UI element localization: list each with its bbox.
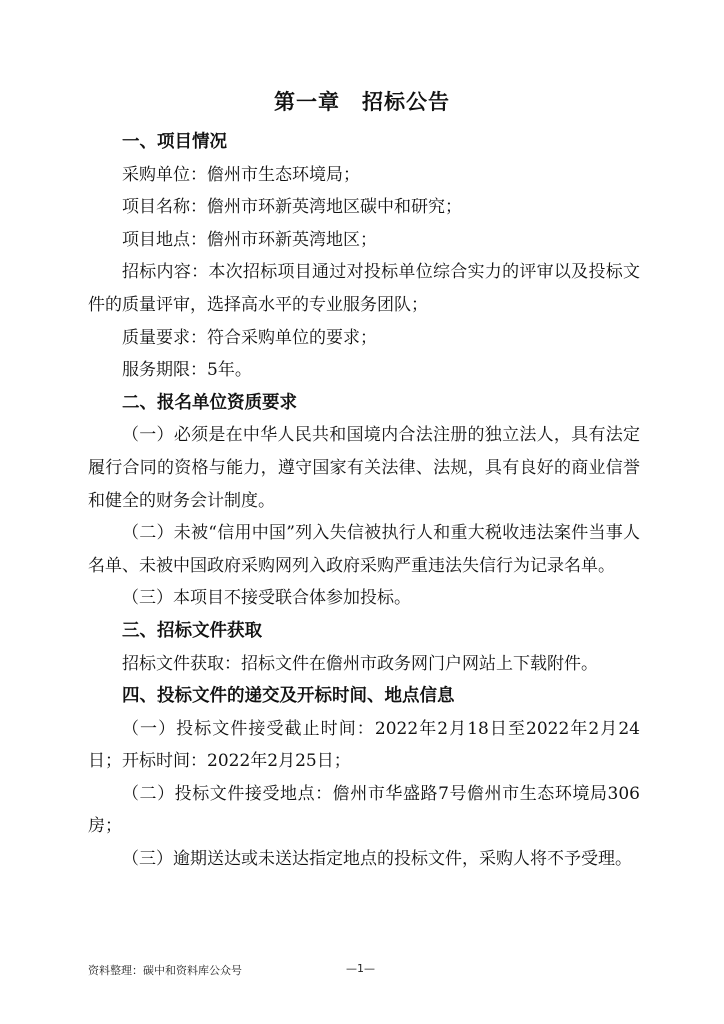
paragraph-purchaser: 采购单位：儋州市生态环境局； — [122, 164, 360, 185]
section-heading-submission-info: 四、投标文件的递交及开标时间、地点信息 — [122, 686, 455, 707]
paragraph-project-location: 项目地点：儋州市环新英湾地区； — [122, 229, 377, 250]
paragraph-quality-requirement: 质量要求：符合采购单位的要求； — [122, 327, 377, 348]
section-heading-document-acquisition: 三、招标文件获取 — [122, 620, 262, 641]
footer-source: 资料整理：碳中和资料库公众号 — [88, 964, 242, 977]
document-body — [88, 126, 640, 876]
paragraph-document-acquisition: 招标文件获取：招标文件在儋州市政务网门户网站上下载附件。 — [122, 653, 598, 674]
paragraph-late-submission: （三）逾期送达或未送达指定地点的投标文件，采购人将不予受理。 — [122, 849, 632, 870]
chapter-title: 第一章 招标公告 — [274, 90, 450, 114]
paragraph-project-name: 项目名称：儋州市环新英湾地区碳中和研究； — [122, 197, 462, 218]
paragraph-service-period: 服务期限：5年。 — [122, 360, 252, 381]
paragraph-qualification-2: （二）未被“信用中国”列入失信被执行人和重大税收违法案件当事人名单、未被中国政府采购网列入政府采购严重违法失信行为记录名单。 — [88, 523, 640, 576]
paragraph-tender-content: 招标内容：本次招标项目通过对投标单位综合实力的评审以及投标文件的质量评审，选择高水平的专业服务团队； — [88, 262, 640, 315]
paragraph-qualification-3: （三）本项目不接受联合体参加投标。 — [122, 588, 411, 609]
paragraph-submission-deadline: （一）投标文件接受截止时间：2022年2月18日至2022年2月24日；开标时间：2022年2月25日； — [88, 718, 640, 772]
paragraph-submission-location: （二）投标文件接受地点：儋州市华盛路7号儋州市生态环境局306房； — [88, 783, 640, 837]
section-heading-qualification: 二、报名单位资质要求 — [122, 392, 297, 413]
section-heading-project-info: 一、项目情况 — [122, 132, 227, 152]
page-number: —1— — [346, 962, 375, 975]
paragraph-qualification-1: （一）必须是在中华人民共和国境内合法注册的独立法人，具有法定履行合同的资格与能力，遵守国家有关法律、法规，具有良好的商业信誉和健全的财务会计制度。 — [88, 425, 640, 511]
